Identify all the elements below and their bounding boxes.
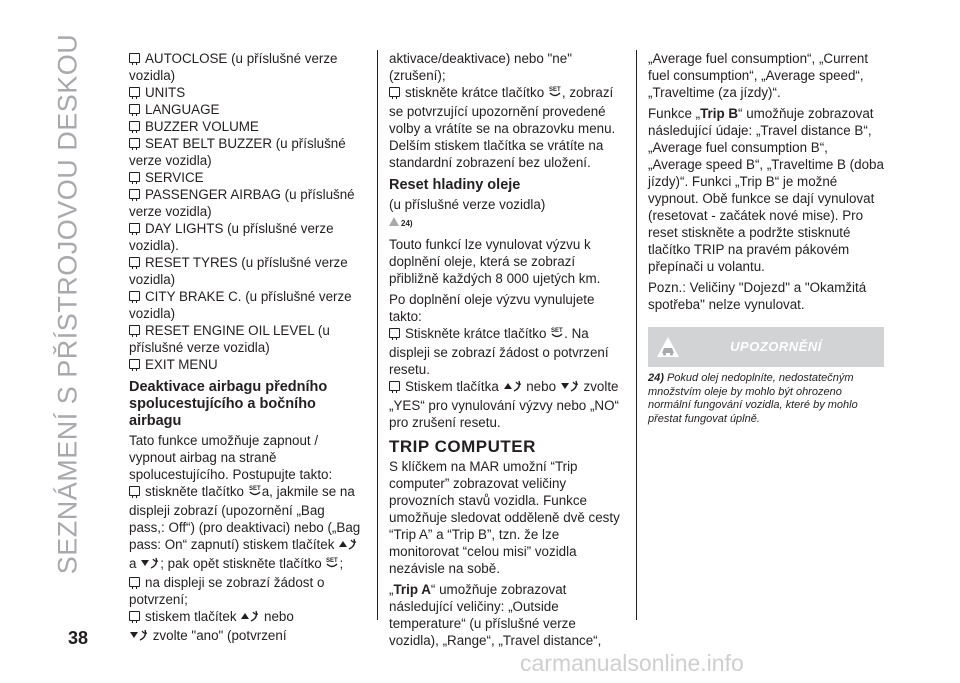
bullet-icon bbox=[129, 223, 140, 233]
set-button-icon bbox=[248, 484, 262, 502]
airbag-intro: Tato funkce umožňuje zapnout / vypnout airbag na straně spolucestujícího. Postupujte takto: bbox=[129, 433, 333, 482]
bullet-icon bbox=[129, 53, 140, 63]
bullet-icon bbox=[129, 104, 140, 114]
trip-a-label: Trip A bbox=[393, 582, 431, 597]
column-divider bbox=[377, 50, 378, 620]
column-1 bbox=[129, 50, 364, 646]
airbag-step-3-cont: aktivace/deaktivace) nebo "ne" (zrušení); bbox=[389, 51, 572, 83]
down-button-icon bbox=[140, 556, 160, 574]
trip-b-paragraph: Funkce „Trip B“ umožňuje zobrazovat následující údaje: „Travel distance B“, „Average fuel consumption B“, „Average speed B“, „Traveltime B (doba jízdy)“. Funkci „Trip B“ je možné vypnout. Obě funkce se dají vynulovat (resetovat - začátek nové mise). Pro reset stiskněte a podržte stisknuté tlačítko TRIP na pravém pákovém přepínači u volantu. bbox=[648, 106, 884, 274]
bullet-icon bbox=[129, 189, 140, 199]
menu-list-item: BUZZER VOLUME bbox=[129, 118, 364, 135]
page-number: 38 bbox=[68, 628, 89, 648]
menu-list-item: LANGUAGE bbox=[129, 101, 364, 118]
set-button-icon bbox=[550, 326, 564, 344]
svg-text:SET: SET bbox=[326, 558, 339, 564]
oil-reset-p1: Touto funkcí lze vynulovat výzvu k doplnění oleje, která se zobrazí přibližně každých 8 000 ujetých km. bbox=[389, 237, 601, 286]
warning-triangle-icon bbox=[389, 217, 399, 226]
set-button-icon bbox=[325, 556, 339, 574]
warning-title: UPOZORNĚNÍ bbox=[730, 339, 822, 354]
bullet-icon bbox=[129, 121, 140, 131]
bullet-icon bbox=[129, 359, 140, 369]
bullet-icon bbox=[129, 611, 140, 621]
trip-computer-p1: S klíčkem na MAR umožní “Trip computer” zobrazovat veličiny provozních stavů vozidla. Funkce umožňuje sledovat odděleně dvě cesty “Trip A” a “Trip B”, tzn. že lze monitorovat “celou misi” vozidla nezávisle na sobě. bbox=[389, 459, 620, 576]
watermark: carmanualsonline.info bbox=[520, 650, 744, 676]
trip-a-paragraph: „Trip A“ umožňuje zobrazovat následující veličiny: „Outside temperature“ (u příslušné verze vozidla), „Range“, „Travel distance“, bbox=[389, 582, 602, 648]
menu-list-item: SEAT BELT BUZZER (u příslušné verze vozidla) bbox=[129, 136, 346, 168]
warning-box-header bbox=[648, 327, 884, 367]
oil-reset-step-1: Stiskněte krátce tlačítko SET . Na displeji se zobrazí žádost o potvrzení resetu. bbox=[389, 326, 609, 377]
column-divider bbox=[636, 50, 637, 620]
bullet-icon bbox=[389, 328, 400, 338]
menu-list-item: CITY BRAKE C. (u příslušné verze vozidla) bbox=[129, 289, 352, 321]
bullet-icon bbox=[129, 87, 140, 97]
menu-list-item: RESET ENGINE OIL LEVEL (u příslušné verze vozidla) bbox=[129, 323, 330, 355]
warning-text: 24) Pokud olej nedoplníte, nedostatečným množstvím oleje by mohlo být ohrozeno normální fungování vozidla, které by mohlo přestat fungovat úplně. bbox=[648, 372, 858, 425]
menu-list-item: PASSENGER AIRBAG (u příslušné verze vozidla) bbox=[129, 187, 355, 219]
menu-item-list bbox=[129, 50, 364, 373]
svg-text:SET: SET bbox=[248, 486, 261, 492]
up-button-icon bbox=[503, 379, 523, 397]
airbag-step-2: na displeji se zobrazí žádost o potvrzení; bbox=[129, 575, 325, 607]
trip-b-label: Trip B bbox=[700, 106, 739, 121]
bullet-icon bbox=[129, 257, 140, 267]
airbag-heading: Deaktivace airbagu předního spolucestujícího a bočního airbagu bbox=[129, 379, 328, 429]
menu-list-item: SERVICE bbox=[129, 169, 364, 186]
up-button-icon bbox=[338, 537, 358, 555]
bullet-icon bbox=[129, 138, 140, 148]
side-title bbox=[48, 24, 88, 584]
oil-reset-heading: Reset hladiny oleje bbox=[389, 177, 521, 193]
side-title-text: SEZNÁMENÍ S PŘÍSTROJOVOU DESKOU bbox=[52, 33, 83, 575]
airbag-step-4: stiskněte krátce tlačítko SET , zobrazí se potvrzující upozornění provedené volby a vrátíte se na obrazovku menu. Delším stiskem tlačítka se vrátíte na standardní zobrazení bez uložení. bbox=[389, 85, 616, 170]
bullet-icon bbox=[389, 87, 400, 97]
airbag-step-1: stiskněte tlačítko SET a, jakmile se na displeji zobrazí (upozornění „Bag pass,: Off“) (pro deaktivaci) nebo („Bag pass: On“ zapnutí) stiskem tlačítek a ; pak opět stiskněte tlačítko SET ; bbox=[129, 483, 364, 574]
svg-text:SET: SET bbox=[548, 87, 561, 93]
warning-reference: 24) bbox=[389, 215, 624, 232]
bullet-icon bbox=[129, 291, 140, 301]
bullet-icon bbox=[129, 577, 140, 587]
oil-reset-step-2: Stiskem tlačítka nebo zvolte „YES“ pro vynulování výzvy nebo „NO“ pro zrušení resetu. bbox=[389, 379, 619, 430]
set-button-icon bbox=[548, 85, 562, 103]
svg-text:SET: SET bbox=[551, 328, 563, 334]
menu-list-item: UNITS bbox=[129, 84, 364, 101]
bullet-icon bbox=[129, 486, 140, 496]
oil-reset-p2: Po doplnění oleje výzvu vynulujete takto: bbox=[389, 292, 595, 324]
up-button-icon bbox=[240, 609, 260, 627]
oil-reset-subheading: (u příslušné verze vozidla) bbox=[389, 197, 546, 212]
column-2 bbox=[389, 50, 624, 649]
menu-list-item: EXIT MENU bbox=[129, 356, 364, 373]
bullet-icon bbox=[129, 172, 140, 182]
airbag-step-3: stiskem tlačítek nebo zvolte "ano" (potvrzení bbox=[129, 608, 364, 646]
menu-list-item: AUTOCLOSE (u příslušné verze vozidla) bbox=[129, 51, 338, 83]
bullet-icon bbox=[389, 381, 400, 391]
down-button-icon bbox=[560, 379, 580, 397]
note-paragraph: Pozn.: Veličiny "Dojezd" a "Okamžitá spotřeba" nelze vynulovat. bbox=[648, 280, 867, 312]
column-3 bbox=[648, 50, 884, 313]
menu-list-item: DAY LIGHTS (u příslušné verze vozidla). bbox=[129, 221, 334, 253]
trip-a-paragraph-cont: „Average fuel consumption“, „Current fuel consumption“, „Average speed“, „Traveltime (za jízdy)“. bbox=[648, 51, 869, 100]
down-button-icon bbox=[129, 628, 149, 646]
menu-list-item: RESET TYRES (u příslušné verze vozidla) bbox=[129, 255, 348, 287]
trip-computer-heading: TRIP COMPUTER bbox=[389, 437, 536, 456]
bullet-icon bbox=[129, 325, 140, 335]
